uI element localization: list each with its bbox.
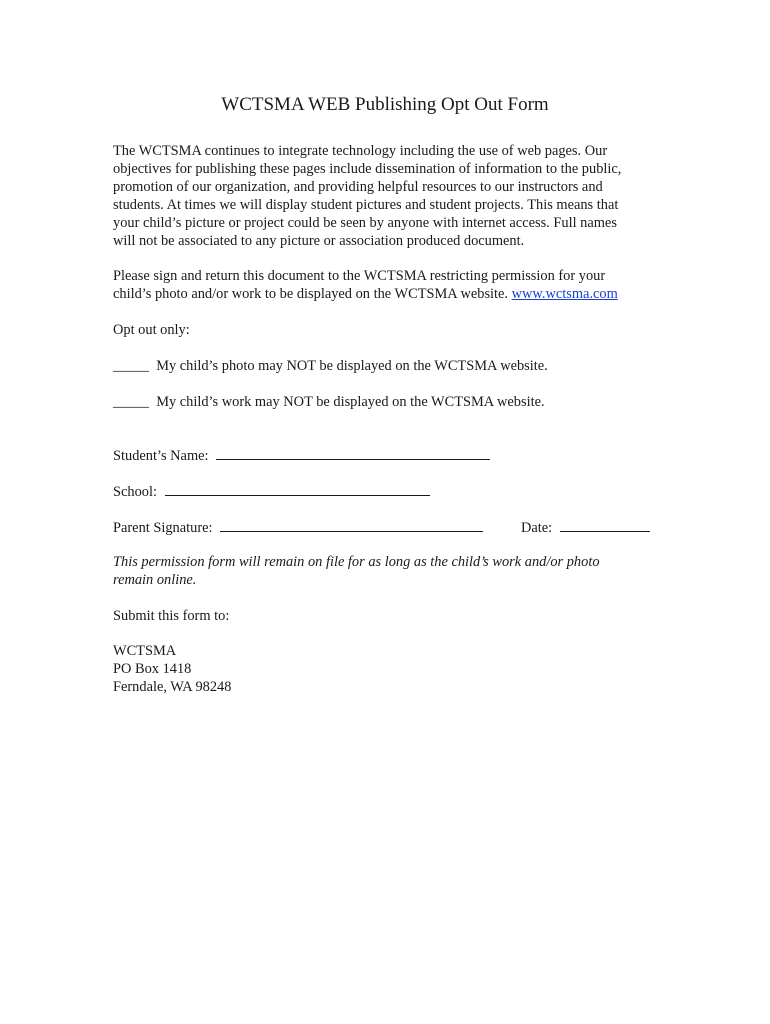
parent-signature-label: Parent Signature: [113,520,213,536]
submit-label: Submit this form to: [113,608,230,624]
school-field[interactable] [165,482,430,496]
option-work-row [113,393,545,411]
option-photo-row [113,357,548,375]
parent-signature-field[interactable] [220,518,483,532]
option-photo-label: My child’s photo may NOT be displayed on the WCTSMA website. [156,358,548,374]
request-text: Please sign and return this document to the WCTSMA restricting permission for your child’s photo and/or work to be displayed on the WCTSMA website. [113,268,606,302]
form-title: WCTSMA WEB Publishing Opt Out Form [221,94,549,115]
option-work-label: My child’s work may NOT be displayed on the WCTSMA website. [156,394,545,410]
option-work-blank[interactable]: _____ [113,394,149,410]
date-field[interactable] [560,518,650,532]
date-label: Date: [521,520,553,536]
student-name-label: Student’s Name: [113,448,209,464]
parent-signature-row [113,518,483,537]
opt-out-label: Opt out only: [113,322,190,338]
address-org: WCTSMA [113,643,177,659]
address-po-box: PO Box 1418 [113,661,192,677]
student-name-field[interactable] [216,446,490,460]
school-label: School: [113,484,157,500]
school-row [113,482,430,501]
website-link[interactable]: www.wctsma.com [511,286,618,302]
address-city-line: Ferndale, WA 98248 [113,679,232,695]
date-row [521,518,650,537]
request-paragraph [113,267,658,303]
option-photo-blank[interactable]: _____ [113,358,149,374]
intro-paragraph: The WCTSMA continues to integrate technology including the use of web pages. Our objectives for publishing these pages include dissemination of information to the public, promotion of our organization, and providing helpful resources to our instructors and students. At times we will display student pictures and student projects. This means that your child’s picture or project could be seen by anyone with internet access. Full names will not be associated to any picture or association produced document. [113,143,622,249]
student-name-row [113,446,490,465]
permission-note: This permission form will remain on file for as long as the child’s work and/or photo remain online. [113,554,600,588]
